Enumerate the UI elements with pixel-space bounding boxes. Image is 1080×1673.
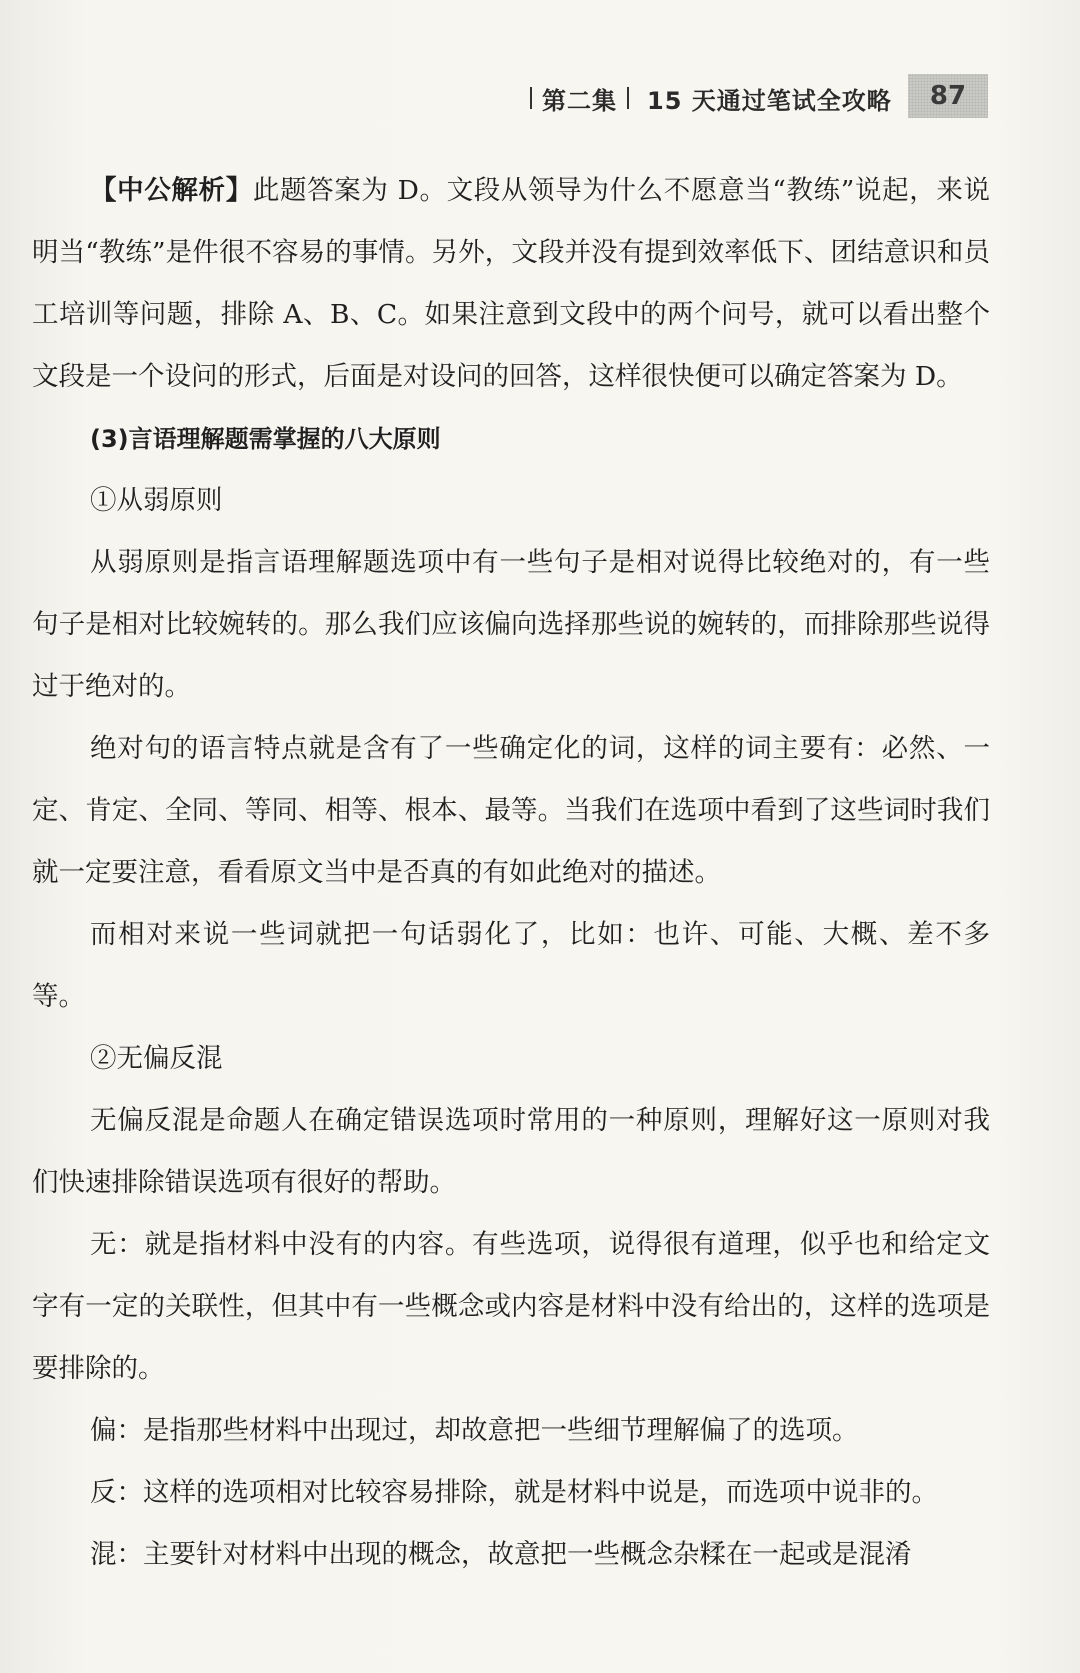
book-title: 15 天通过笔试全攻略	[647, 86, 892, 115]
principle-2-hun: 混：主要针对材料中出现的概念，故意把一些概念杂糅在一起或是混淆	[90, 1539, 912, 1570]
principle-1-paragraph-1: 从弱原则是指言语理解题选项中有一些句子是相对说得比较绝对的，有一些句子是相对比较婉转的。那么我们应该偏向选择那些说的婉转的，而排除那些说得过于绝对的。	[32, 547, 990, 702]
principle-1-title: ①从弱原则	[90, 485, 223, 516]
page-body	[32, 160, 990, 1586]
analysis-label: 【中公解析】	[90, 175, 253, 206]
analysis-paragraph	[32, 160, 990, 408]
header-divider-left	[530, 87, 532, 109]
principle-1-paragraph-3: 而相对来说一些词就把一句话弱化了，比如：也许、可能、大概、差不多等。	[32, 919, 990, 1012]
principle-2-paragraph-1: 无偏反混是命题人在确定错误选项时常用的一种原则，理解好这一原则对我们快速排除错误选项有很好的帮助。	[32, 1105, 990, 1198]
analysis-text: 此题答案为 D。文段从领导为什么不愿意当“教练”说起，来说明当“教练”是件很不容易的事情。另外，文段并没有提到效率低下、团结意识和员工培训等问题，排除 A、B、C。如果注意到文段中的两个问号，就可以看出整个文段是一个设问的形式，后面是对设问的回答，这样很快便可以确定答案为 D。	[32, 175, 991, 392]
principle-2-pian: 偏：是指那些材料中出现过，却故意把一些细节理解偏了的选项。	[90, 1415, 859, 1446]
principle-2-wu: 无：就是指材料中没有的内容。有些选项，说得很有道理，似乎也和给定文字有一定的关联性，但其中有一些概念或内容是材料中没有给出的，这样的选项是要排除的。	[32, 1229, 990, 1384]
principle-2-title: ②无偏反混	[90, 1043, 223, 1074]
principle-1-paragraph-2: 绝对句的语言特点就是含有了一些确定化的词，这样的词主要有：必然、一定、肯定、全同、等同、相等、根本、最等。当我们在选项中看到了这些词时我们就一定要注意，看看原文当中是否真的有如此绝对的描述。	[32, 733, 990, 888]
page-number: 87	[908, 74, 988, 118]
section-heading: (3)言语理解题需掌握的八大原则	[90, 425, 441, 453]
running-header	[530, 78, 892, 118]
header-divider-right	[627, 87, 629, 109]
principle-2-fan: 反：这样的选项相对比较容易排除，就是材料中说是，而选项中说非的。	[90, 1477, 938, 1508]
series-label: 第二集	[542, 86, 617, 115]
